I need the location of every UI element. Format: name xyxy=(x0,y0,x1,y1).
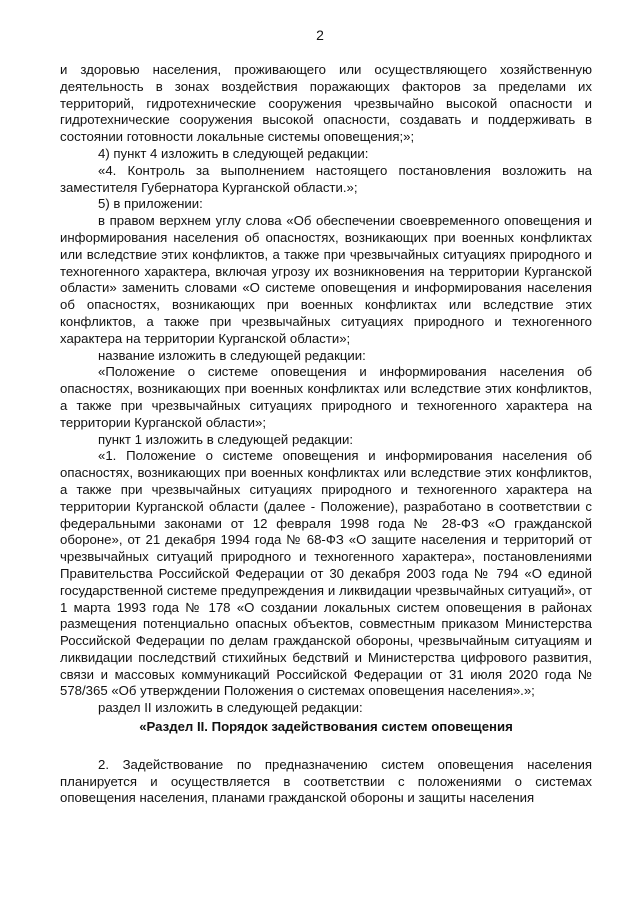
paragraph-point-1-intro: пункт 1 изложить в следующей редакции: xyxy=(98,431,354,447)
paragraph-continuation: и здоровью населения, проживающего или осуществляющего хозяйственную деятельность в зонах воздействия поражающих факторов за пределами их территорий, гидротехнические сооружения чрезвычайно высокой опасности и гидротехнические сооружения высокой опасности, создавать и поддерживать в состоянии готовности локальные системы оповещения;»; xyxy=(60,62,592,145)
paragraph-point-1-text: «1. Положение о системе оповещения и информирования населения об опасностях, возникающих при военных конфликтах или вследствие этих конфликтов, а также при чрезвычайных ситуациях природного и техногенного характера на территории Курганской области (далее - Положение), разработано в соответствии с федеральными законами от 12 февраля 1998 года № 28-ФЗ «О гражданской обороне», от 21 декабря 1994 года № 68-ФЗ «О защите населения и территорий от чрезвычайных ситуаций природного и техногенного характера», постановлениями Правительства Российской Федерации от 30 декабря 2003 года № 794 «О единой государственной системе предупреждения и ликвидации чрезвычайных ситуаций», от 1 марта 1993 года № 178 «О создании локальных систем оповещения в районах размещения потенциально опасных объектов, совместным приказом Министерства Российской Федерации по делам гражданской обороны, чрезвычайным ситуациям и ликвидации последствий стихийных бедствий и Министерства цифрового развития, связи и массовых коммуникаций Российской Федерации от 31 июля 2020 года № 578/365 «Об утверждении Положения о системах оповещения населения».»; xyxy=(60,448,592,699)
document-body xyxy=(60,62,592,807)
page-number: 2 xyxy=(316,27,324,43)
paragraph-upper-corner-words: в правом верхнем углу слова «Об обеспечении своевременного оповещения и информирования населения об опасностях, возникающих при военных конфликтах или вследствие этих конфликтов, а также при чрезвычайных ситуациях природного и техногенного характера, включая угрозу их возникновения на территории Курганской области» заменить словами «О системе оповещения и информирования населения об опасностях, возникающих при военных конфликтах или вследствие этих конфликтов, а также при чрезвычайных ситуациях природного и техногенного характера на территории Курганской области»; xyxy=(60,213,592,346)
paragraph-title-intro: название изложить в следующей редакции: xyxy=(98,347,366,363)
paragraph-section-2-intro: раздел II изложить в следующей редакции: xyxy=(98,700,363,716)
paragraph-item-4-intro: 4) пункт 4 изложить в следующей редакции: xyxy=(98,145,369,161)
section-heading: «Раздел II. Порядок задействования систем оповещения xyxy=(139,719,513,735)
paragraph-item-4-text: «4. Контроль за выполнением настоящего постановления возложить на заместителя Губернатора Курганской области.»; xyxy=(60,162,592,195)
paragraph-item-5-intro: 5) в приложении: xyxy=(98,196,203,212)
paragraph-point-2-text: 2. Задействование по предназначению систем оповещения населения планируется и осуществляется в соответствии с положениями о системах оповещения населения, планами гражданской обороны и защиты населения xyxy=(60,756,592,806)
paragraph-title-text: «Положение о системе оповещения и информирования населения об опасностях, возникающих при военных конфликтах или вследствие этих конфликтов, а также при чрезвычайных ситуациях природного и техногенного характера на территории Курганской области»; xyxy=(60,364,592,430)
